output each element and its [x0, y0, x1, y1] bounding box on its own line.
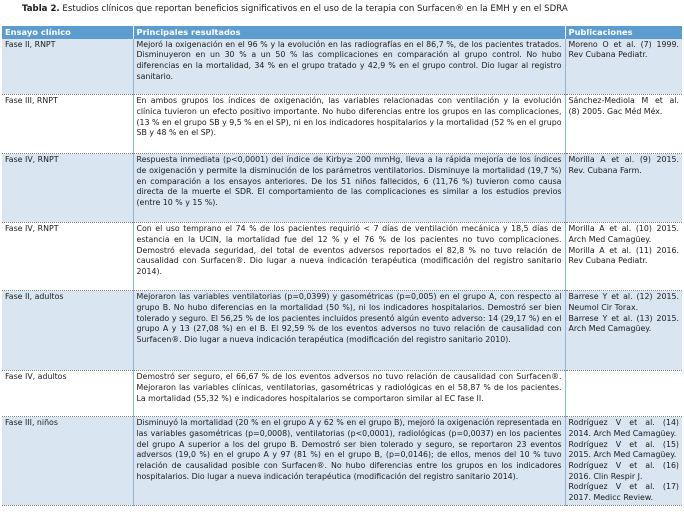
trial-phase: Fase II, RNPT [2, 39, 133, 95]
publication: Morilla A et al. (10) 2015. Arch Med Camagüey. [568, 224, 679, 244]
header-publicaciones: Publicaciones [565, 26, 682, 39]
trial-phase: Fase II, adultos [2, 291, 133, 371]
publication: Rodríguez V et al. (17) 2017. Medicc Review. [568, 482, 679, 503]
clinical-trials-table [2, 26, 682, 506]
table-row [2, 95, 682, 154]
table-caption [22, 4, 568, 14]
header-principales-resultados: Principales resultados [133, 26, 565, 39]
trial-results: Demostró ser seguro, el 66,67 % de los eventos adversos no tuvo relación de causalidad con Surfacen®. Mejoraron las variables clínicas, ventilatorias, gasométricas y radiológicas en el 58,87 % de los pacientes. La mortalidad (55,32 %) e indicadores hospitalarios se comportaron similar al EC fase II. [133, 371, 565, 417]
publications-cell [565, 223, 682, 291]
trial-phase: Fase III, niños [2, 417, 133, 506]
table-header-row [2, 26, 682, 39]
publication: Rodríguez V et al. (15) 2015. Arch Med Camagüey. [568, 439, 679, 460]
table-row [2, 417, 682, 506]
table-row [2, 223, 682, 291]
publications-cell [565, 39, 682, 95]
trial-results: Disminuyó la mortalidad (20 % en el grupo A y 62 % en el grupo B), mejoró la oxigenación representada en las variables gasométricas (p=0,0008), ventilatorias (p<0,0001), radiológicas (p=0,0037) en los pacientes del grupo A superior a los del grupo B. Demostró ser bien tolerado y seguro, se reportaron 23 eventos adversos (19,0 %) en el grupo A y 97 (81 %) en el grupo B, (p=0,0146); de ellos, menos del 10 % tuvo relación de causalidad posible con Surfacen®. No hubo diferencias entre los grupos en los indicadores hospitalarios. Dio lugar a nueva indicación terapéutica (modificación del registro sanitario 2014). [133, 417, 565, 506]
trial-phase: Fase IV, RNPT [2, 223, 133, 291]
trial-results: Respuesta inmediata (p<0,0001) del índice de Kirby≥ 200 mmHg, lleva a la rápida mejoría de los índices de oxigenación y permite la disminución de los parámetros ventilatorios. Disminuye la mortalidad (19,7 %) en comparación a los ensayos anteriores. De los 51 niños fallecidos, 6 (11,76 %) tuvieron como causa directa de la muerte el SDR. El comportamiento de las complicaciones es similar a los estudios previos (entre 10 % y 15 %). [133, 154, 565, 223]
publications-cell [565, 95, 682, 154]
caption-label: Tabla 2. [22, 4, 60, 14]
publication: Rodríguez V et al. (14) 2014. Arch Med Camagüey. [568, 418, 679, 438]
table-row [2, 371, 682, 417]
publication: Morilla A et al. (9) 2015. Rev. Cubana Farm. [568, 155, 679, 175]
publications-cell [565, 371, 682, 417]
trial-phase: Fase IV, RNPT [2, 154, 133, 223]
table-row [2, 291, 682, 371]
publication: Rodríguez V et al. (16) 2016. Clin Respir J. [568, 461, 679, 481]
trial-results: En ambos grupos los índices de oxigenación, las variables relacionadas con ventilación y la evolución clínica tuvieron un efecto positivo importante. No hubo diferencias entre los grupos en las complicaciones, (13 % en el grupo SB y 9,5 % en el SP), ni en los indicadores hospitalarios y la mortalidad (52 % en el grupo SB y 48 % en el SP). [133, 95, 565, 154]
publications-cell [565, 154, 682, 223]
publication: Moreno O et al. (7) 1999. Rev Cubana Pediatr. [568, 39, 679, 60]
publication: Morilla A et al. (11) 2016. Rev Cubana Pediatr. [568, 245, 679, 266]
trial-phase: Fase III, RNPT [2, 95, 133, 154]
table-row [2, 39, 682, 95]
publication: Sánchez-Mediola M et al. (8) 2005. Gac Méd Méx. [568, 96, 679, 116]
publications-cell [565, 417, 682, 506]
trial-phase: Fase IV, adultos [2, 371, 133, 417]
publications-cell [565, 291, 682, 371]
header-ensayo-clinico: Ensayo clínico [2, 26, 133, 39]
publication: Barrese Y et al. (13) 2015. Arch Med Camagüey. [568, 313, 679, 334]
caption-text: Estudios clínicos que reportan beneficios significativos en el uso de la terapia con Surfacen® en la EMH y en el SDRA [59, 4, 568, 14]
table-row [2, 154, 682, 223]
trial-results: Mejoró la oxigenación en el 96 % y la evolución en las radiografías en el 86,7 %, de los pacientes tratados. Disminuyeron en un 30 % a un 50 % las complicaciones en comparación al grupo control. No hubo diferencias en la mortalidad, 34 % en el grupo tratado y 42,9 % en el grupo control. Dio lugar al registro sanitario. [133, 39, 565, 95]
publication: Barrese Y et al. (12) 2015. Neumol Cir Torax. [568, 292, 679, 312]
trial-results: Con el uso temprano el 74 % de los pacientes requirió < 7 días de ventilación mecánica y 18,5 días de estancia en la UCIN, la mortalidad fue del 12 % y el 76 % de los pacientes no tuvo complicaciones. Demostró elevada seguridad, del total de eventos adversos reportados el 82,8 % no tuvo relación de causalidad con Surfacen®. Dio lugar a nueva indicación terapéutica (modificación del registro sanitario 2014). [133, 223, 565, 291]
trial-results: Mejoraron las variables ventilatorias (p=0,0399) y gasométricas (p=0,005) en el grupo A, con respecto al grupo B. No hubo diferencias en la mortalidad (50 %), ni los indicadores hospitalarios. Demostró ser bien tolerado y seguro. El 56,25 % de los pacientes incluidos presentó algún evento adverso: 14 (29,17 %) en el grupo A y 13 (27,08 %) en el B. El 92,59 % de los eventos adversos no tuvo relación de causalidad con Surfacen®. Dio lugar a nueva indicación terapéutica (modificación del registro sanitario 2010). [133, 291, 565, 371]
